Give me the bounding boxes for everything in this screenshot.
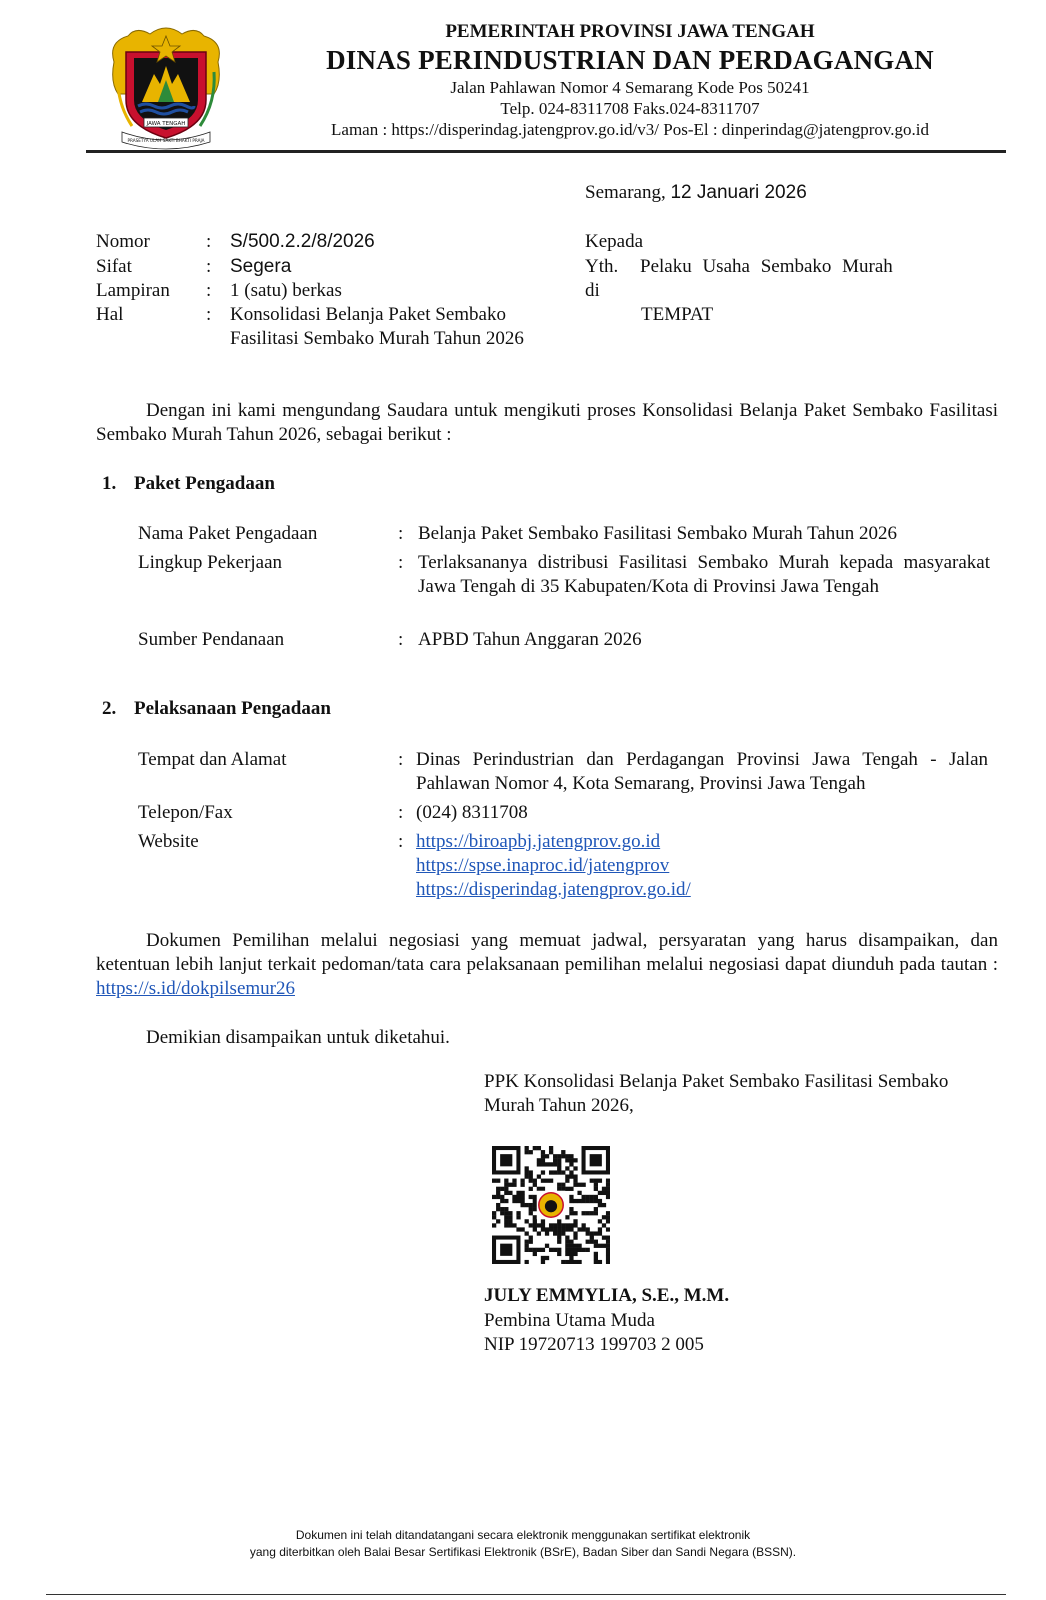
s1-colon: : bbox=[398, 629, 404, 650]
website-link-disperindag[interactable]: https://disperindag.jatengprov.go.id/ bbox=[416, 879, 691, 900]
meta-value-nomor: S/500.2.2/8/2026 bbox=[230, 231, 375, 252]
emblem-icon bbox=[106, 22, 226, 152]
letter-date bbox=[585, 180, 807, 206]
province-emblem-logo bbox=[106, 22, 226, 152]
header-web-email: Laman : https://disperindag.jatengprov.go.id/v3/ Pos-El : dinperindag@jatengprov.go.id bbox=[331, 120, 929, 139]
header-divider bbox=[86, 150, 1006, 153]
closing-text: Demikian disampaikan untuk diketahui. bbox=[146, 1027, 450, 1048]
s1-value-sumber: APBD Tahun Anggaran 2026 bbox=[418, 629, 642, 650]
header-government-title: PEMERINTAH PROVINSI JAWA TENGAH bbox=[445, 21, 815, 42]
s2-label-website: Website bbox=[138, 831, 199, 852]
header-phone: Telp. 024-8311708 Faks.024-8311707 bbox=[500, 99, 760, 118]
meta-value-lampiran: 1 (satu) berkas bbox=[230, 280, 342, 301]
recipient-tempat: TEMPAT bbox=[641, 304, 714, 325]
signature-role: PPK Konsolidasi Belanja Paket Sembako Fasilitasi Sembako Murah Tahun 2026, bbox=[484, 1071, 949, 1116]
intro-paragraph bbox=[96, 399, 998, 447]
footer-line-1: Dokumen ini telah ditandatangani secara elektronik menggunakan sertifikat elektronik bbox=[295, 1528, 751, 1542]
s1-value-nama-paket: Belanja Paket Sembako Fasilitasi Sembako Murah Tahun 2026 bbox=[418, 523, 898, 544]
header-agency-title: DINAS PERINDUSTRIAN DAN PERDAGANGAN bbox=[326, 45, 934, 75]
s2-colon: : bbox=[398, 749, 404, 770]
s1-colon: : bbox=[398, 523, 404, 544]
website-link-biroapbj[interactable]: https://biroapbj.jatengprov.go.id bbox=[416, 831, 661, 852]
meta-colon: : bbox=[206, 256, 212, 277]
logo-ribbon-top-text: JAWA TENGAH bbox=[146, 121, 186, 127]
s1-label-sumber: Sumber Pendanaan bbox=[138, 629, 285, 650]
qr-code-icon bbox=[492, 1146, 610, 1264]
section1-number: 1. bbox=[102, 473, 117, 494]
meta-colon: : bbox=[206, 231, 212, 252]
document-paragraph bbox=[96, 929, 998, 1001]
meta-value-hal: Konsolidasi Belanja Paket Sembako Fasilitasi Sembako Murah Tahun 2026 bbox=[230, 304, 524, 349]
date-place: Semarang, bbox=[585, 182, 666, 203]
s2-colon: : bbox=[398, 831, 404, 852]
date-value: 12 Januari 2026 bbox=[670, 182, 807, 203]
signatory-name: JULY EMMYLIA, S.E., M.M. bbox=[484, 1285, 730, 1306]
s1-value-lingkup: Terlaksananya distribusi Fasilitasi Sembako Murah kepada masyarakat Jawa Tengah di 35 Kabupaten/Kota di Provinsi Jawa Tengah bbox=[418, 552, 990, 597]
document-text bbox=[96, 929, 998, 1001]
website-links bbox=[416, 830, 691, 902]
footer-divider bbox=[46, 1594, 1006, 1595]
logo-ribbon-bottom-text: PRASETYA ULAH SAKTI BHAKTI PRAJA bbox=[127, 138, 205, 143]
s2-value-telepon: (024) 8311708 bbox=[416, 802, 528, 823]
intro-text: Dengan ini kami mengundang Saudara untuk mengikuti proses Konsolidasi Belanja Paket Sembako Fasilitasi Sembako Murah Tahun 2026, sebagai berikut : bbox=[96, 400, 998, 445]
signatory-nip: NIP 19720713 199703 2 005 bbox=[484, 1334, 704, 1355]
meta-label-nomor: Nomor bbox=[96, 231, 150, 252]
header-address: Jalan Pahlawan Nomor 4 Semarang Kode Pos 50241 bbox=[450, 78, 810, 97]
recipient-di: di bbox=[585, 280, 600, 301]
s2-value-tempat: Dinas Perindustrian dan Perdagangan Provinsi Jawa Tengah - Jalan Pahlawan Nomor 4, Kota Semarang, Provinsi Jawa Tengah bbox=[416, 749, 988, 794]
signatory-rank: Pembina Utama Muda bbox=[484, 1310, 655, 1331]
website-link-spse[interactable]: https://spse.inaproc.id/jatengprov bbox=[416, 855, 670, 876]
meta-label-sifat: Sifat bbox=[96, 256, 132, 277]
footer-line-2: yang diterbitkan oleh Balai Besar Sertifikasi Elektronik (BSrE), Badan Siber dan Sandi Negara (BSSN). bbox=[249, 1545, 797, 1559]
signature-qr-code bbox=[492, 1146, 610, 1264]
meta-label-lampiran: Lampiran bbox=[96, 280, 170, 301]
s1-colon: : bbox=[398, 552, 404, 573]
s1-label-lingkup: Lingkup Pekerjaan bbox=[138, 552, 283, 573]
recipient-yth: Yth. bbox=[585, 256, 619, 277]
meta-value-sifat: Segera bbox=[230, 256, 292, 277]
document-text-body: Dokumen Pemilihan melalui negosiasi yang memuat jadwal, persyaratan yang harus disampaikan, dan ketentuan lebih lanjut terkait pedoman/tata cara pelaksanaan pemilihan melalui negosiasi dapat diunduh pada tautan : bbox=[96, 930, 998, 975]
meta-label-hal: Hal bbox=[96, 304, 124, 325]
footer-esign-note bbox=[0, 1527, 1046, 1561]
s2-colon: : bbox=[398, 802, 404, 823]
section2-title: Pelaksanaan Pengadaan bbox=[134, 698, 331, 719]
s2-label-telepon: Telepon/Fax bbox=[138, 802, 233, 823]
section2-number: 2. bbox=[102, 698, 117, 719]
section1-title: Paket Pengadaan bbox=[134, 473, 275, 494]
s1-label-nama-paket: Nama Paket Pengadaan bbox=[138, 523, 318, 544]
download-link[interactable]: https://s.id/dokpilsemur26 bbox=[96, 978, 295, 999]
meta-colon: : bbox=[206, 304, 212, 325]
meta-colon: : bbox=[206, 280, 212, 301]
s2-label-tempat: Tempat dan Alamat bbox=[138, 749, 287, 770]
recipient-kepada: Kepada bbox=[585, 231, 644, 252]
recipient-name: Pelaku Usaha Sembako Murah bbox=[640, 256, 893, 277]
